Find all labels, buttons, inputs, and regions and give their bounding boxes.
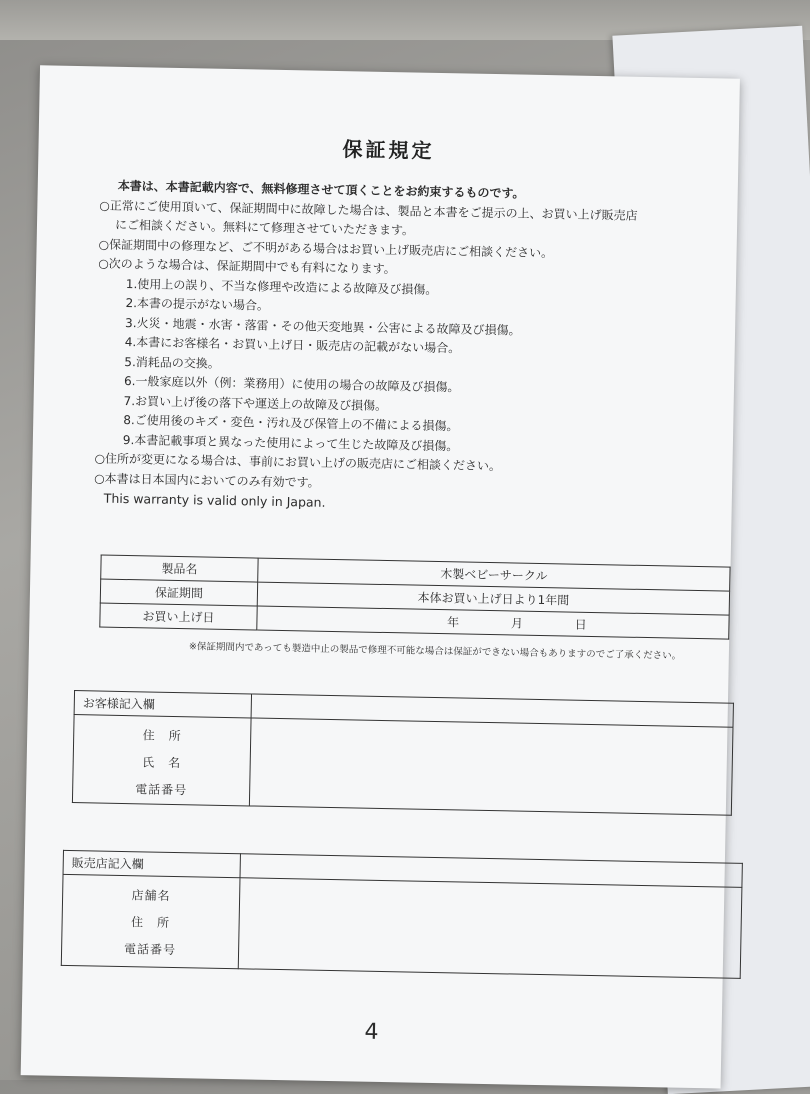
store-heading: 販売店記入欄: [63, 850, 240, 877]
terms-item: 9.本書記載事項と異なった使用によって生じた故障及び損傷。: [122, 432, 459, 453]
terms-item: 4.本書にお客様名・お買い上げ日・販売店の記載がない場合。: [124, 334, 461, 356]
year-label: 年: [446, 615, 460, 630]
product-name-label: 製品名: [101, 555, 258, 582]
customer-address-label: 住 所: [142, 728, 182, 744]
warranty-note: ※保証期間内であっても製造中止の製品で修理不可能な場合は保証ができない場合もありますのでご了承ください。: [188, 641, 682, 662]
warranty-period-label: 保証期間: [100, 579, 257, 606]
store-entry-table: [61, 850, 743, 979]
store-phone-label: 電話番号: [123, 942, 177, 958]
terms-english: This warranty is valid only in Japan.: [103, 490, 326, 510]
terms-clause: ○本書は日本国内においてのみ有効です。: [94, 470, 320, 490]
month-label: 月: [510, 616, 524, 631]
terms-clause: にご相談ください。無料にて修理させていただきます。: [114, 217, 415, 238]
terms-item: 6.一般家庭以外（例：業務用）に使用の場合の故障及び損傷。: [123, 373, 460, 395]
customer-entry-table: [72, 690, 734, 816]
customer-phone-label: 電話番号: [135, 782, 188, 798]
store-labels: [61, 874, 240, 968]
terms-item: 1.使用上の誤り、不当な修理や改造による故障及び損傷。: [125, 276, 438, 297]
terms-item: 5.消耗品の交換。: [124, 354, 220, 371]
product-name-value: 木製ベビーサークル: [258, 558, 730, 591]
terms-item: 3.火災・地震・水害・落雷・その他天変地異・公害による故障及び損傷。: [125, 315, 521, 338]
warranty-terms: [94, 176, 720, 519]
page-title: 保証規定: [342, 137, 435, 163]
terms-clause: ○保証期間中の修理など、ご不明がある場合はお買い上げ販売店にご相談ください。: [98, 236, 554, 260]
store-name-label: 店舗名: [131, 888, 171, 903]
terms-item: 7.お買い上げ後の落下や運送上の故障及び損傷。: [123, 393, 388, 413]
product-table: [99, 555, 730, 640]
terms-item: 8.ご使用後のキズ・変色・汚れ及び保管上の不備による損傷。: [123, 412, 459, 434]
page-number: 4: [364, 1019, 379, 1045]
store-entry-field[interactable]: [238, 878, 742, 979]
terms-clause: ○住所が変更になる場合は、事前にお買い上げの販売店にご相談ください。: [94, 451, 502, 474]
terms-intro: 本書は、本書記載内容で、無料修理させて頂くことをお約束するものです。: [117, 178, 525, 201]
customer-labels: [72, 715, 251, 806]
customer-heading: お客様記入欄: [74, 691, 251, 718]
warranty-period-value: 本体お買い上げ日より1年間: [257, 582, 729, 615]
purchase-date-label: お買い上げ日: [100, 603, 257, 630]
terms-clause: ○正常にご使用頂いて、保証期間中に故障した場合は、製品と本書をご提示の上、お買い上げ販売店: [99, 197, 638, 223]
customer-entry-field[interactable]: [249, 718, 733, 815]
day-label: 日: [574, 617, 587, 632]
warranty-page: [21, 65, 740, 1088]
store-address-label: 住 所: [130, 915, 171, 930]
terms-item: 2.本書の提示がない場合。: [125, 295, 270, 313]
terms-clause: ○次のような場合は、保証期間中でも有料になります。: [98, 256, 396, 277]
customer-name-label: 氏 名: [142, 755, 182, 771]
